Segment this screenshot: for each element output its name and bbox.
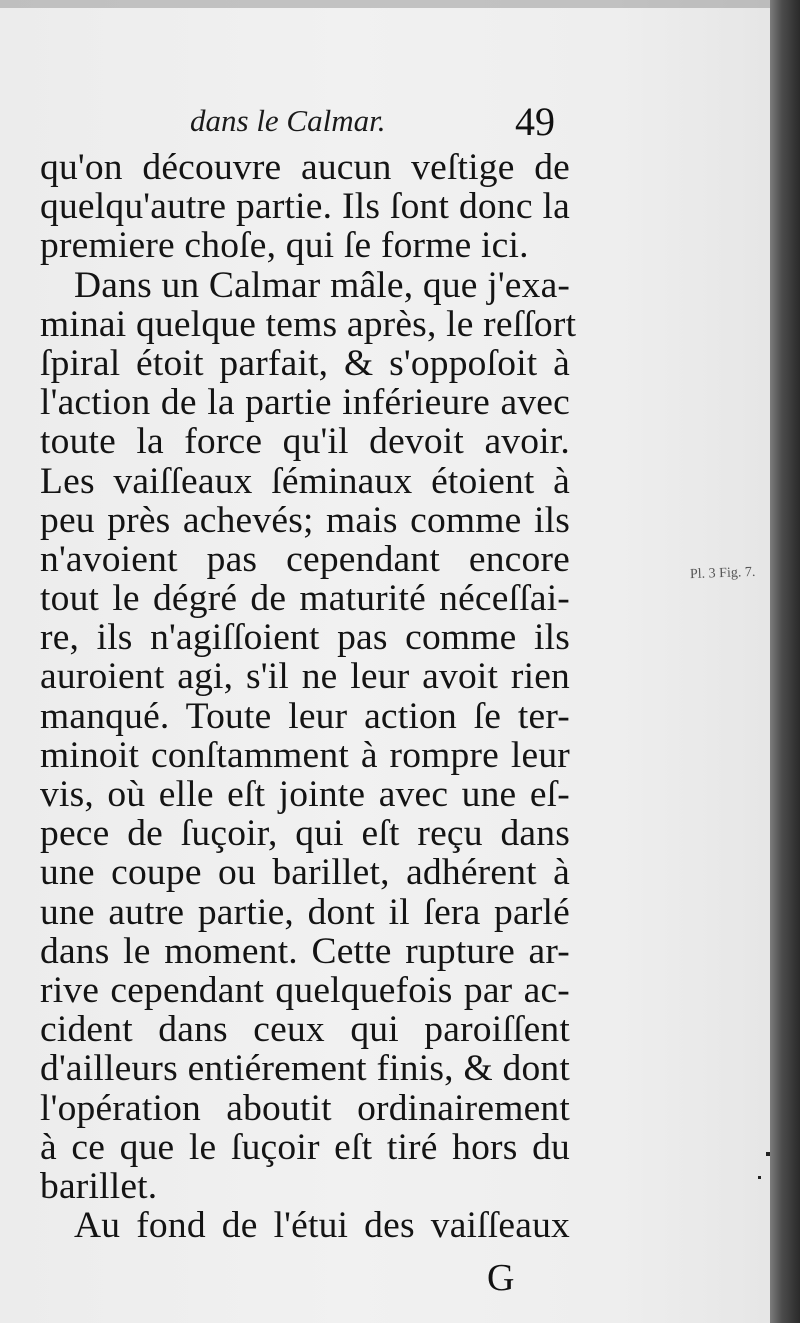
text-line: une autre partie, dont il ſera parlé [40,891,570,933]
text-line: auroient agi, s'il ne leur avoit rien [40,656,570,698]
text-line: Au fond de l'étui des vaiſſeaux [74,1205,570,1247]
text-line: cident dans ceux qui paroiſſent [40,1009,570,1051]
text-line: qu'on découvre aucun veſtige de [40,147,570,188]
text-line: manqué. Toute leur action ſe ter- [40,695,570,737]
margin-note: Pl. 3 Fig. 7. [689,564,756,583]
text-line: premiere choſe, qui ſe forme ici. [40,225,529,267]
text-line: à ce que le ſuçoir eſt tiré hors du [40,1126,570,1168]
text-line: d'ailleurs entiérement finis, & dont [40,1048,570,1090]
text-line: une coupe ou barillet, adhérent à [40,852,570,894]
page-edge-shadow [770,0,800,1323]
text-line: re, ils n'agiſſoient pas comme ils [40,617,570,659]
signature-mark: G [487,1257,515,1299]
text-line: minoit conſtamment à rompre leur [40,734,570,776]
text-line: barillet. [40,1165,158,1207]
scan-top-shadow [0,0,770,8]
text-line: n'avoient pas cependant encore [40,538,570,580]
text-line: l'action de la partie inférieure avec [40,382,570,424]
body-text [40,147,577,1247]
text-line: Les vaiſſeaux ſéminaux étoient à [40,460,570,502]
page-number: 49 [515,99,555,144]
text-line: toute la force qu'il devoit avoir. [40,421,570,463]
text-line: minai quelque tems après, le reſſort [40,303,577,345]
text-line: Dans un Calmar mâle, que j'exa- [74,264,571,306]
text-line: dans le moment. Cette rupture ar- [40,930,570,972]
running-head: dans le Calmar. [190,103,386,138]
text-line: pece de ſuçoir, qui eſt reçu dans [40,813,570,855]
text-line: rive cependant quelquefois par ac- [40,969,570,1011]
text-line: ſpiral étoit parfait, & s'oppoſoit à [40,342,570,384]
text-line: vis, où elle eſt jointe avec une eſ- [40,774,570,815]
text-line: quelqu'autre partie. Ils ſont donc la [40,186,570,228]
ink-speck [758,1176,761,1179]
text-line: tout le dégré de maturité néceſſai- [40,578,570,620]
text-line: l'opération aboutit ordinairement [40,1087,570,1129]
text-line: peu près achevés; mais comme ils [40,499,570,541]
